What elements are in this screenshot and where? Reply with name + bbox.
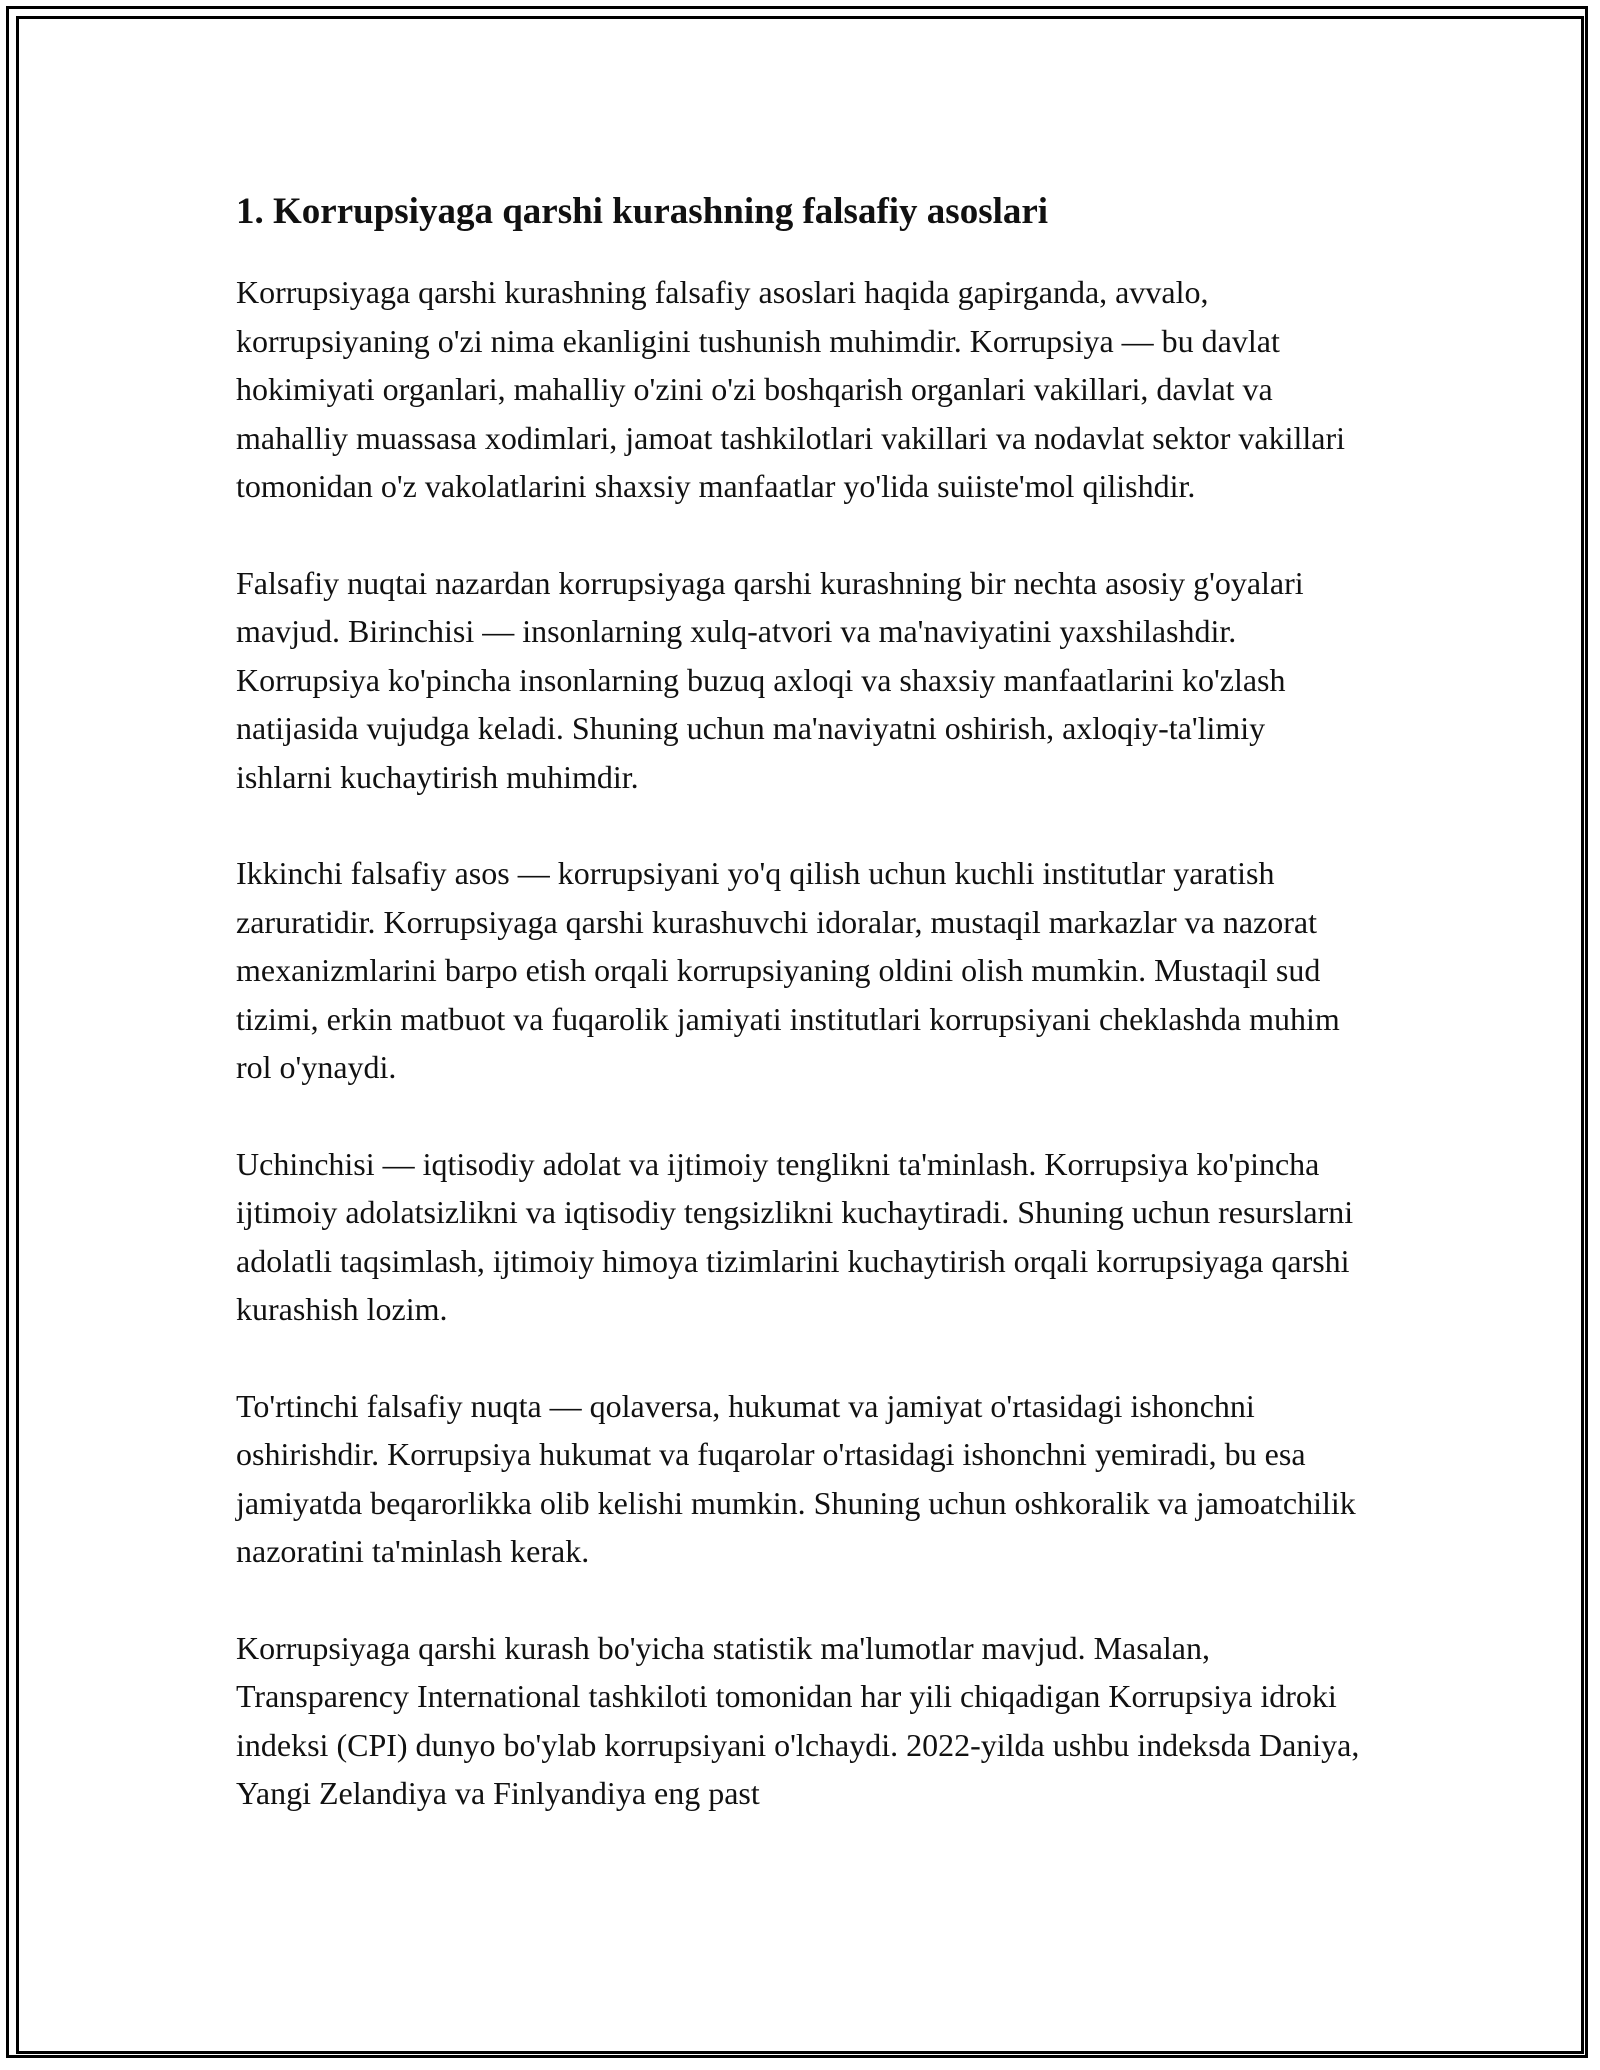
paragraph-third-idea: Uchinchisi — iqtisodiy adolat va ijtimoiy tenglikni ta'minlash. Korrupsiya ko'pincha ijtimoiy adolatsizlikni va iqtisodiy tengsizlikni kuchaytiradi. Shuning uchun resurslarni adolatli taqsimlash, ijtimoiy himoya tizimlarini kuchaytirish orqali korrupsiyaga qarshi kurashish lozim. <box>236 1145 1354 1327</box>
paragraph-first-idea: Falsafiy nuqtai nazardan korrupsiyaga qarshi kurashning bir nechta asosiy g'oyalari mavjud. Birinchisi — insonlarning xulq-atvori va ma'naviyatini yaxshilashdir. Korrupsiya ko'pincha insonlarning buzuq axloqi va shaxsiy manfaatlarini ko'zlash natijasida vujudga keladi. Shuning uchun ma'naviyatni oshirish, axloqiy-ta'limiy ishlarni kuchaytirish muhimdir. <box>236 564 1304 795</box>
paragraph-definition: Korrupsiyaga qarshi kurashning falsafiy asoslari haqida gapirganda, avvalo, korrupsiyaning o'zi nima ekanligini tushunish muhimdir. Korrupsiya — bu davlat hokimiyati organlari, mahalliy o'zini o'zi boshqarish organlari vakillari, davlat va mahalliy muassasa xodimlari, jamoat tashkilotlari vakillari va nodavlat sektor vakillari tomonidan o'z vakolatlarini shaxsiy manfaatlar yo'lida suiiste'mol qilishdir. <box>236 274 1346 504</box>
paragraph-statistics: Korrupsiyaga qarshi kurash bo'yicha statistik ma'lumotlar mavjud. Masalan, Transparency International tashkiloti tomonidan har yili chiqadigan Korrupsiya idroki indeksi (CPI) dunyo bo'ylab korrupsiyani o'lchaydi. 2022-yilda ushbu indeksda Daniya, Yangi Zelandiya va Finlyandiya eng past <box>236 1629 1360 1811</box>
paragraph-fourth-idea: To'rtinchi falsafiy nuqta — qolaversa, hukumat va jamiyat o'rtasidagi ishonchni oshirishdir. Korrupsiya hukumat va fuqarolar o'rtasidagi ishonchni yemiradi, bu esa jamiyatda beqarorlikka olib kelishi mumkin. Shuning uchun oshkoralik va jamoatchilik nazoratini ta'minlash kerak. <box>236 1387 1356 1569</box>
paragraph-second-idea: Ikkinchi falsafiy asos — korrupsiyani yo'q qilish uchun kuchli institutlar yaratish zaruratidir. Korrupsiyaga qarshi kurashuvchi idoralar, mustaqil markazlar va nazorat mexanizmlarini barpo etish orqali korrupsiyaning oldini olish mumkin. Mustaqil sud tizimi, erkin matbuot va fuqarolik jamiyati institutlari korrupsiyani cheklashda muhim rol o'ynaydi. <box>236 855 1340 1085</box>
document-body <box>236 188 1366 1866</box>
section-heading: 1. Korrupsiyaga qarshi kurashning falsafiy asoslari <box>236 191 1049 232</box>
